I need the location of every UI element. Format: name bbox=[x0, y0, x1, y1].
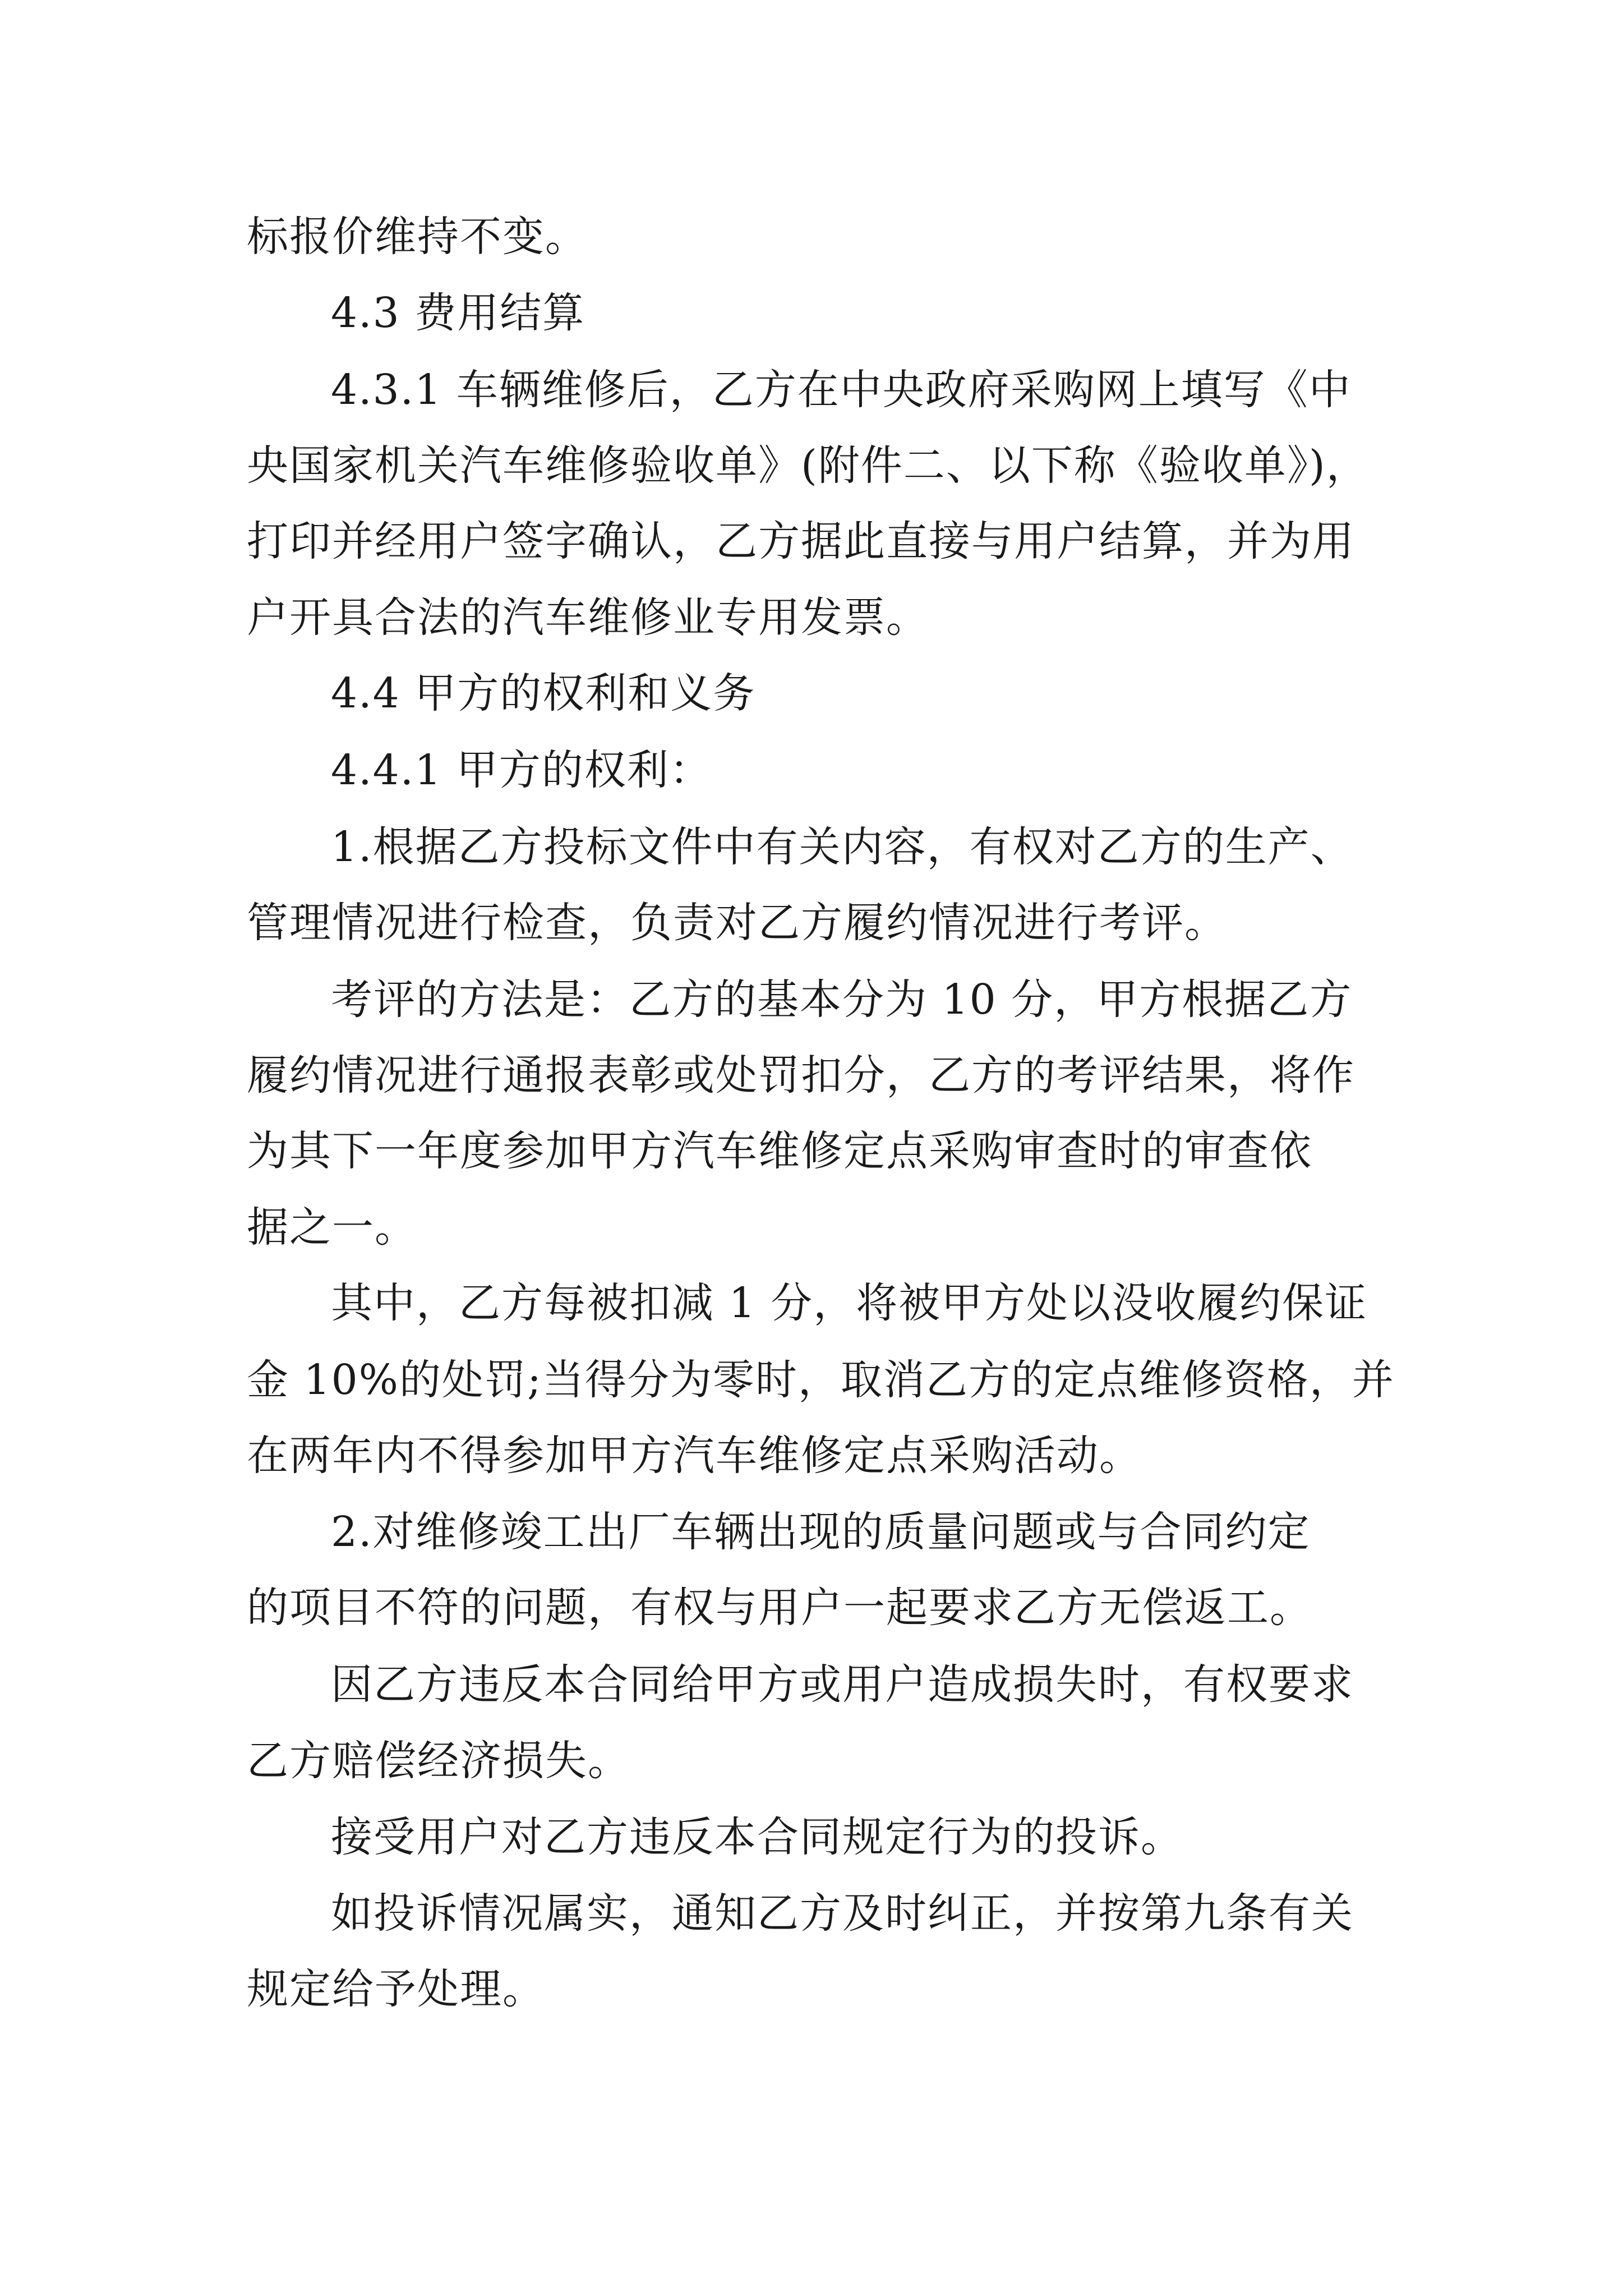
text-line: 金 10%的处罚;当得分为零时，取消乙方的定点维修资格，并 bbox=[247, 1356, 1395, 1404]
text-line: 户开具合法的汽车维修业专用发票。 bbox=[247, 593, 929, 642]
text-line: 标报价维持不变。 bbox=[247, 213, 588, 261]
text-line: 其中，乙方每被扣减 1 分，将被甲方处以没收履约保证 bbox=[331, 1279, 1368, 1327]
text-line: 4.3.1 车辆维修后，乙方在中央政府采购网上填写《中 bbox=[331, 366, 1352, 414]
text-line: 为其下一年度参加甲方汽车维修定点采购审查时的审查依 bbox=[247, 1127, 1312, 1175]
section-heading: 4.4 甲方的权利和义务 bbox=[331, 669, 756, 717]
text-line: 接受用户对乙方违反本合同规定行为的投诉。 bbox=[331, 1813, 1183, 1861]
text-line: 1.根据乙方投标文件中有关内容，有权对乙方的生产、 bbox=[331, 823, 1353, 871]
text-line: 考评的方法是：乙方的基本分为 10 分，甲方根据乙方 bbox=[331, 976, 1353, 1024]
text-line: 的项目不符的问题，有权与用户一起要求乙方无偿返工。 bbox=[247, 1584, 1312, 1632]
text-line: 乙方赔偿经济损失。 bbox=[247, 1737, 630, 1785]
text-line: 因乙方违反本合同给甲方或用户造成损失时，有权要求 bbox=[331, 1660, 1354, 1709]
subsection-heading: 4.4.1 甲方的权利： bbox=[331, 746, 712, 794]
text-line: 打印并经用户签字确认，乙方据此直接与用户结算，并为用 bbox=[247, 517, 1355, 565]
text-line: 2.对维修竣工出厂车辆出现的质量问题或与合同约定 bbox=[331, 1508, 1311, 1556]
section-heading: 4.3 费用结算 bbox=[331, 289, 585, 337]
text-line: 据之一。 bbox=[247, 1203, 417, 1251]
text-line: 履约情况进行通报表彰或处罚扣分，乙方的考评结果，将作 bbox=[247, 1051, 1355, 1099]
text-line: 央国家机关汽车维修验收单》(附件二、以下称《验收单》)， bbox=[247, 441, 1369, 490]
text-line: 如投诉情况属实，通知乙方及时纠正，并按第九条有关 bbox=[331, 1889, 1354, 1938]
text-line: 管理情况进行检查，负责对乙方履约情况进行考评。 bbox=[247, 899, 1227, 947]
text-line: 规定给予处理。 bbox=[247, 1965, 545, 2013]
text-line: 在两年内不得参加甲方汽车维修定点采购活动。 bbox=[247, 1432, 1142, 1480]
